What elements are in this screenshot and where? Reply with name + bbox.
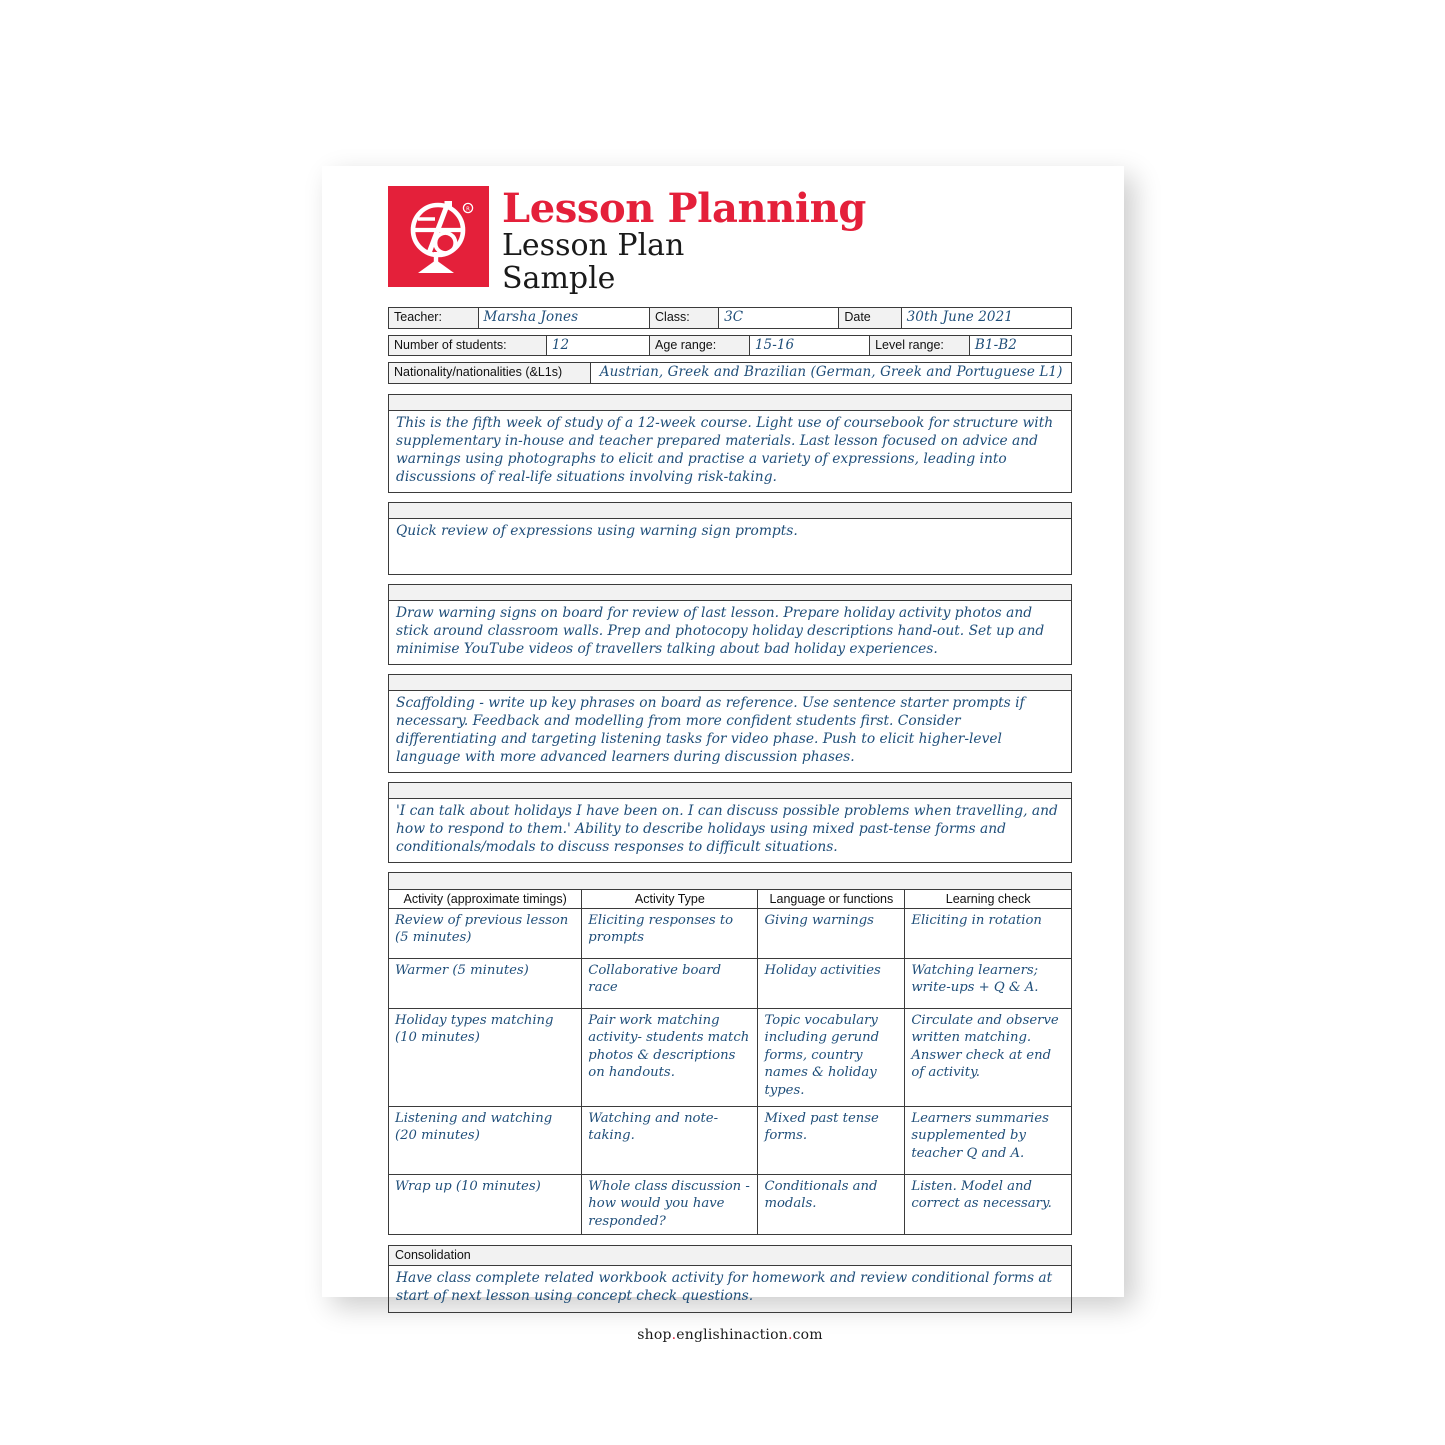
- students-label: Number of students:: [389, 335, 547, 356]
- section-review-body[interactable]: [388, 519, 1072, 575]
- section-context: [388, 394, 1072, 493]
- footer-url-part1: shop: [637, 1327, 672, 1344]
- footer-url-part2: englishinaction: [676, 1327, 788, 1344]
- cell-activity-type: Whole class discussion - how would you have responded?: [582, 1174, 758, 1234]
- age-range-label: Age range:: [650, 335, 750, 356]
- footer-url-dot1: .: [671, 1327, 677, 1344]
- nationality-table: [388, 362, 1072, 384]
- footer-url[interactable]: [388, 1327, 1072, 1343]
- section-aims: [388, 782, 1072, 863]
- cell-activity-type: Pair work matching activity- students match photos & descriptions on handouts.: [582, 1008, 758, 1106]
- table-row: [389, 363, 1072, 384]
- cell-activity: Listening and watching (20 minutes): [389, 1106, 582, 1174]
- teacher-info-table: [388, 307, 1072, 329]
- class-value[interactable]: 3C: [719, 308, 839, 329]
- section-differentiation-text: Scaffolding - write up key phrases on board as reference. Use sentence starter prompts if necessary. Feedback and modelling from more confident students first. Consider differentiating and targeting listening tasks for video phase. Push to elicit higher-level language with more advanced learners during discussion phases.: [396, 694, 1025, 766]
- section-review-header: [388, 502, 1072, 519]
- cell-language: Giving warnings: [758, 908, 905, 958]
- footer-url-part3: com: [792, 1327, 823, 1344]
- consolidation-section: [388, 1245, 1072, 1314]
- activity-table: [388, 889, 1072, 1235]
- table-row[interactable]: [389, 958, 1072, 1008]
- section-review: [388, 502, 1072, 575]
- class-label: Class:: [650, 308, 719, 329]
- cell-language: Holiday activities: [758, 958, 905, 1008]
- age-range-value[interactable]: 15-16: [749, 335, 869, 356]
- table-row[interactable]: [389, 908, 1072, 958]
- cell-language: Conditionals and modals.: [758, 1174, 905, 1234]
- column-header-learning-check: Learning check: [905, 889, 1072, 908]
- section-preparation-header: [388, 584, 1072, 601]
- section-review-text: Quick review of expressions using warning sign prompts.: [396, 522, 798, 539]
- footer-url-dot2: .: [787, 1327, 793, 1344]
- column-header-activity: Activity (approximate timings): [389, 889, 582, 908]
- section-aims-body[interactable]: [388, 799, 1072, 863]
- table-row[interactable]: [389, 1106, 1072, 1174]
- teacher-label: Teacher:: [389, 308, 479, 329]
- cell-activity-type: Eliciting responses to prompts: [582, 908, 758, 958]
- consolidation-body[interactable]: [388, 1266, 1072, 1314]
- column-header-language: Language or functions: [758, 889, 905, 908]
- section-differentiation-body[interactable]: [388, 691, 1072, 773]
- lesson-plan-page: [322, 166, 1124, 1344]
- date-label: Date: [839, 308, 901, 329]
- activity-table-header-bar: [388, 872, 1072, 889]
- cell-activity: Review of previous lesson (5 minutes): [389, 908, 582, 958]
- section-context-body[interactable]: [388, 411, 1072, 493]
- table-row: [389, 308, 1072, 329]
- cell-learning-check: Eliciting in rotation: [905, 908, 1072, 958]
- page-subtitle-line2: Sample: [502, 261, 616, 296]
- teacher-value[interactable]: Marsha Jones: [478, 308, 650, 329]
- document-header: [388, 180, 1072, 307]
- cell-learning-check: Circulate and observe written matching. Answer check at end of activity.: [905, 1008, 1072, 1106]
- section-context-header: [388, 394, 1072, 411]
- section-context-text: This is the fifth week of study of a 12-week course. Light use of coursebook for structure with supplementary in-house and teacher prepared materials. Last lesson focused on advice and warnings using photographs to elicit and practise a variety of expressions, leading into discussions of real-life situations involving risk-taking.: [396, 414, 1054, 486]
- nationality-value[interactable]: Austrian, Greek and Brazilian (German, Greek and Portuguese L1): [591, 363, 1072, 384]
- students-value[interactable]: 12: [546, 335, 649, 356]
- page-subtitle-line1: Lesson Plan: [502, 228, 685, 263]
- section-differentiation-header: [388, 674, 1072, 691]
- page-title: Lesson Planning: [502, 185, 866, 232]
- cell-learning-check: Listen. Model and correct as necessary.: [905, 1174, 1072, 1234]
- cell-language: Mixed past tense forms.: [758, 1106, 905, 1174]
- nationality-label: Nationality/nationalities (&L1s): [389, 363, 591, 384]
- level-range-value[interactable]: B1-B2: [969, 335, 1071, 356]
- cell-language: Topic vocabulary including gerund forms, country names & holiday types.: [758, 1008, 905, 1106]
- activity-table-wrapper: [388, 872, 1072, 1235]
- class-details-table: [388, 335, 1072, 357]
- cell-activity-type: Watching and note-taking.: [582, 1106, 758, 1174]
- table-row[interactable]: [389, 1174, 1072, 1234]
- consolidation-text: Have class complete related workbook activity for homework and review conditional forms at start of next lesson using concept check questions.: [396, 1269, 1053, 1304]
- section-aims-header: [388, 782, 1072, 799]
- level-range-label: Level range:: [870, 335, 970, 356]
- section-preparation: [388, 584, 1072, 665]
- section-preparation-text: Draw warning signs on board for review of last lesson. Prepare holiday activity photos and stick around classroom walls. Prep and photocopy holiday descriptions hand-out. Set up and minimise YouTube videos of travellers talking about bad holiday experiences.: [396, 604, 1045, 658]
- section-aims-text: 'I can talk about holidays I have been on. I can discuss possible problems when travelling, and how to respond to them.' Ability to describe holidays using mixed past-tense forms and conditionals/modals to discuss responses to difficult situations.: [396, 802, 1058, 856]
- table-row[interactable]: [389, 1008, 1072, 1106]
- date-value[interactable]: 30th June 2021: [901, 308, 1071, 329]
- consolidation-label: Consolidation: [388, 1245, 1072, 1266]
- section-differentiation: [388, 674, 1072, 773]
- column-header-activity-type: Activity Type: [582, 889, 758, 908]
- cell-activity: Holiday types matching (10 minutes): [389, 1008, 582, 1106]
- table-row: [389, 335, 1072, 356]
- cell-learning-check: Learners summaries supplemented by teacher Q and A.: [905, 1106, 1072, 1174]
- cell-learning-check: Watching learners; write-ups + Q & A.: [905, 958, 1072, 1008]
- activity-table-header-row: [389, 889, 1072, 908]
- eia-globe-logo-icon: [388, 186, 489, 287]
- cell-activity: Warmer (5 minutes): [389, 958, 582, 1008]
- section-preparation-body[interactable]: [388, 601, 1072, 665]
- cell-activity: Wrap up (10 minutes): [389, 1174, 582, 1234]
- svg-text:R: R: [466, 206, 470, 213]
- cell-activity-type: Collaborative board race: [582, 958, 758, 1008]
